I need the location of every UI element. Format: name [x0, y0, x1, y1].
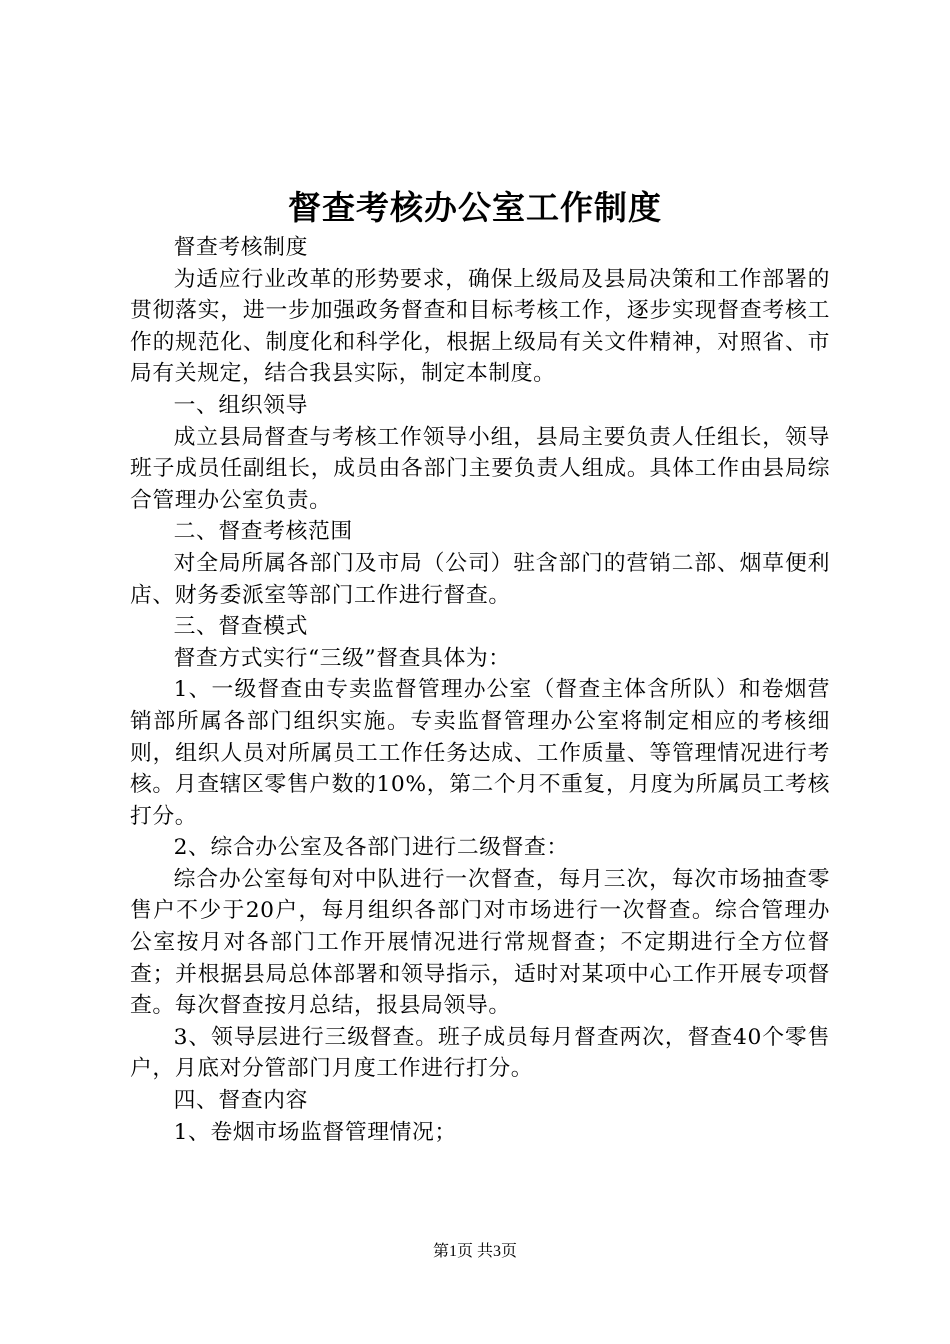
- paragraph: 1、一级督查由专卖监督管理办公室（督查主体含所队）和卷烟营销部所属各部门组织实施。专卖监督管理办公室将制定相应的考核细则，组织人员对所属员工工作任务达成、工作质量、等管理情况进行考核。月查辖区零售户数的10%，第二个月不重复，月度为所属员工考核打分。: [130, 677, 830, 829]
- paragraph: 3、领导层进行三级督查。班子成员每月督查两次，督查40个零售户，月底对分管部门月度工作进行打分。: [130, 1024, 830, 1082]
- paragraph: 为适应行业改革的形势要求，确保上级局及县局决策和工作部署的贯彻落实，进一步加强政务督查和目标考核工作，逐步实现督查考核工作的规范化、制度化和科学化，根据上级局有关文件精神，对照省、市局有关规定，结合我县实际，制定本制度。: [130, 266, 830, 387]
- document-body: [130, 232, 830, 1148]
- document-title: 督查考核办公室工作制度: [288, 188, 662, 227]
- page-footer: 第1页 共3页: [432, 1243, 517, 1260]
- paragraph: 成立县局督查与考核工作领导小组，县局主要负责人任组长，领导班子成员任副组长，成员由各部门主要负责人组成。具体工作由县局综合管理办公室负责。: [130, 424, 830, 513]
- section-heading: 四、督查内容: [173, 1088, 308, 1114]
- section-heading: 三、督查模式: [173, 614, 308, 640]
- section-heading: 一、组织领导: [173, 392, 308, 418]
- paragraph: 综合办公室每旬对中队进行一次督查，每月三次，每次市场抽查零售户不少于20户，每月组织各部门对市场进行一次督查。综合管理办公室按月对各部门工作开展情况进行常规督查；不定期进行全方位督查；并根据县局总体部署和领导指示，适时对某项中心工作开展专项督查。每次督查按月总结，报县局领导。: [130, 866, 830, 1019]
- paragraph: 对全局所属各部门及市局（公司）驻含部门的营销二部、烟草便利店、财务委派室等部门工作进行督查。: [130, 550, 830, 608]
- paragraph: 督查方式实行“三级”督查具体为：: [173, 645, 511, 671]
- paragraph: 2、综合办公室及各部门进行二级督查：: [173, 835, 569, 861]
- section-heading: 督查考核制度: [173, 235, 308, 260]
- paragraph: 1、卷烟市场监督管理情况；: [173, 1119, 457, 1145]
- section-heading: 二、督查考核范围: [173, 519, 353, 545]
